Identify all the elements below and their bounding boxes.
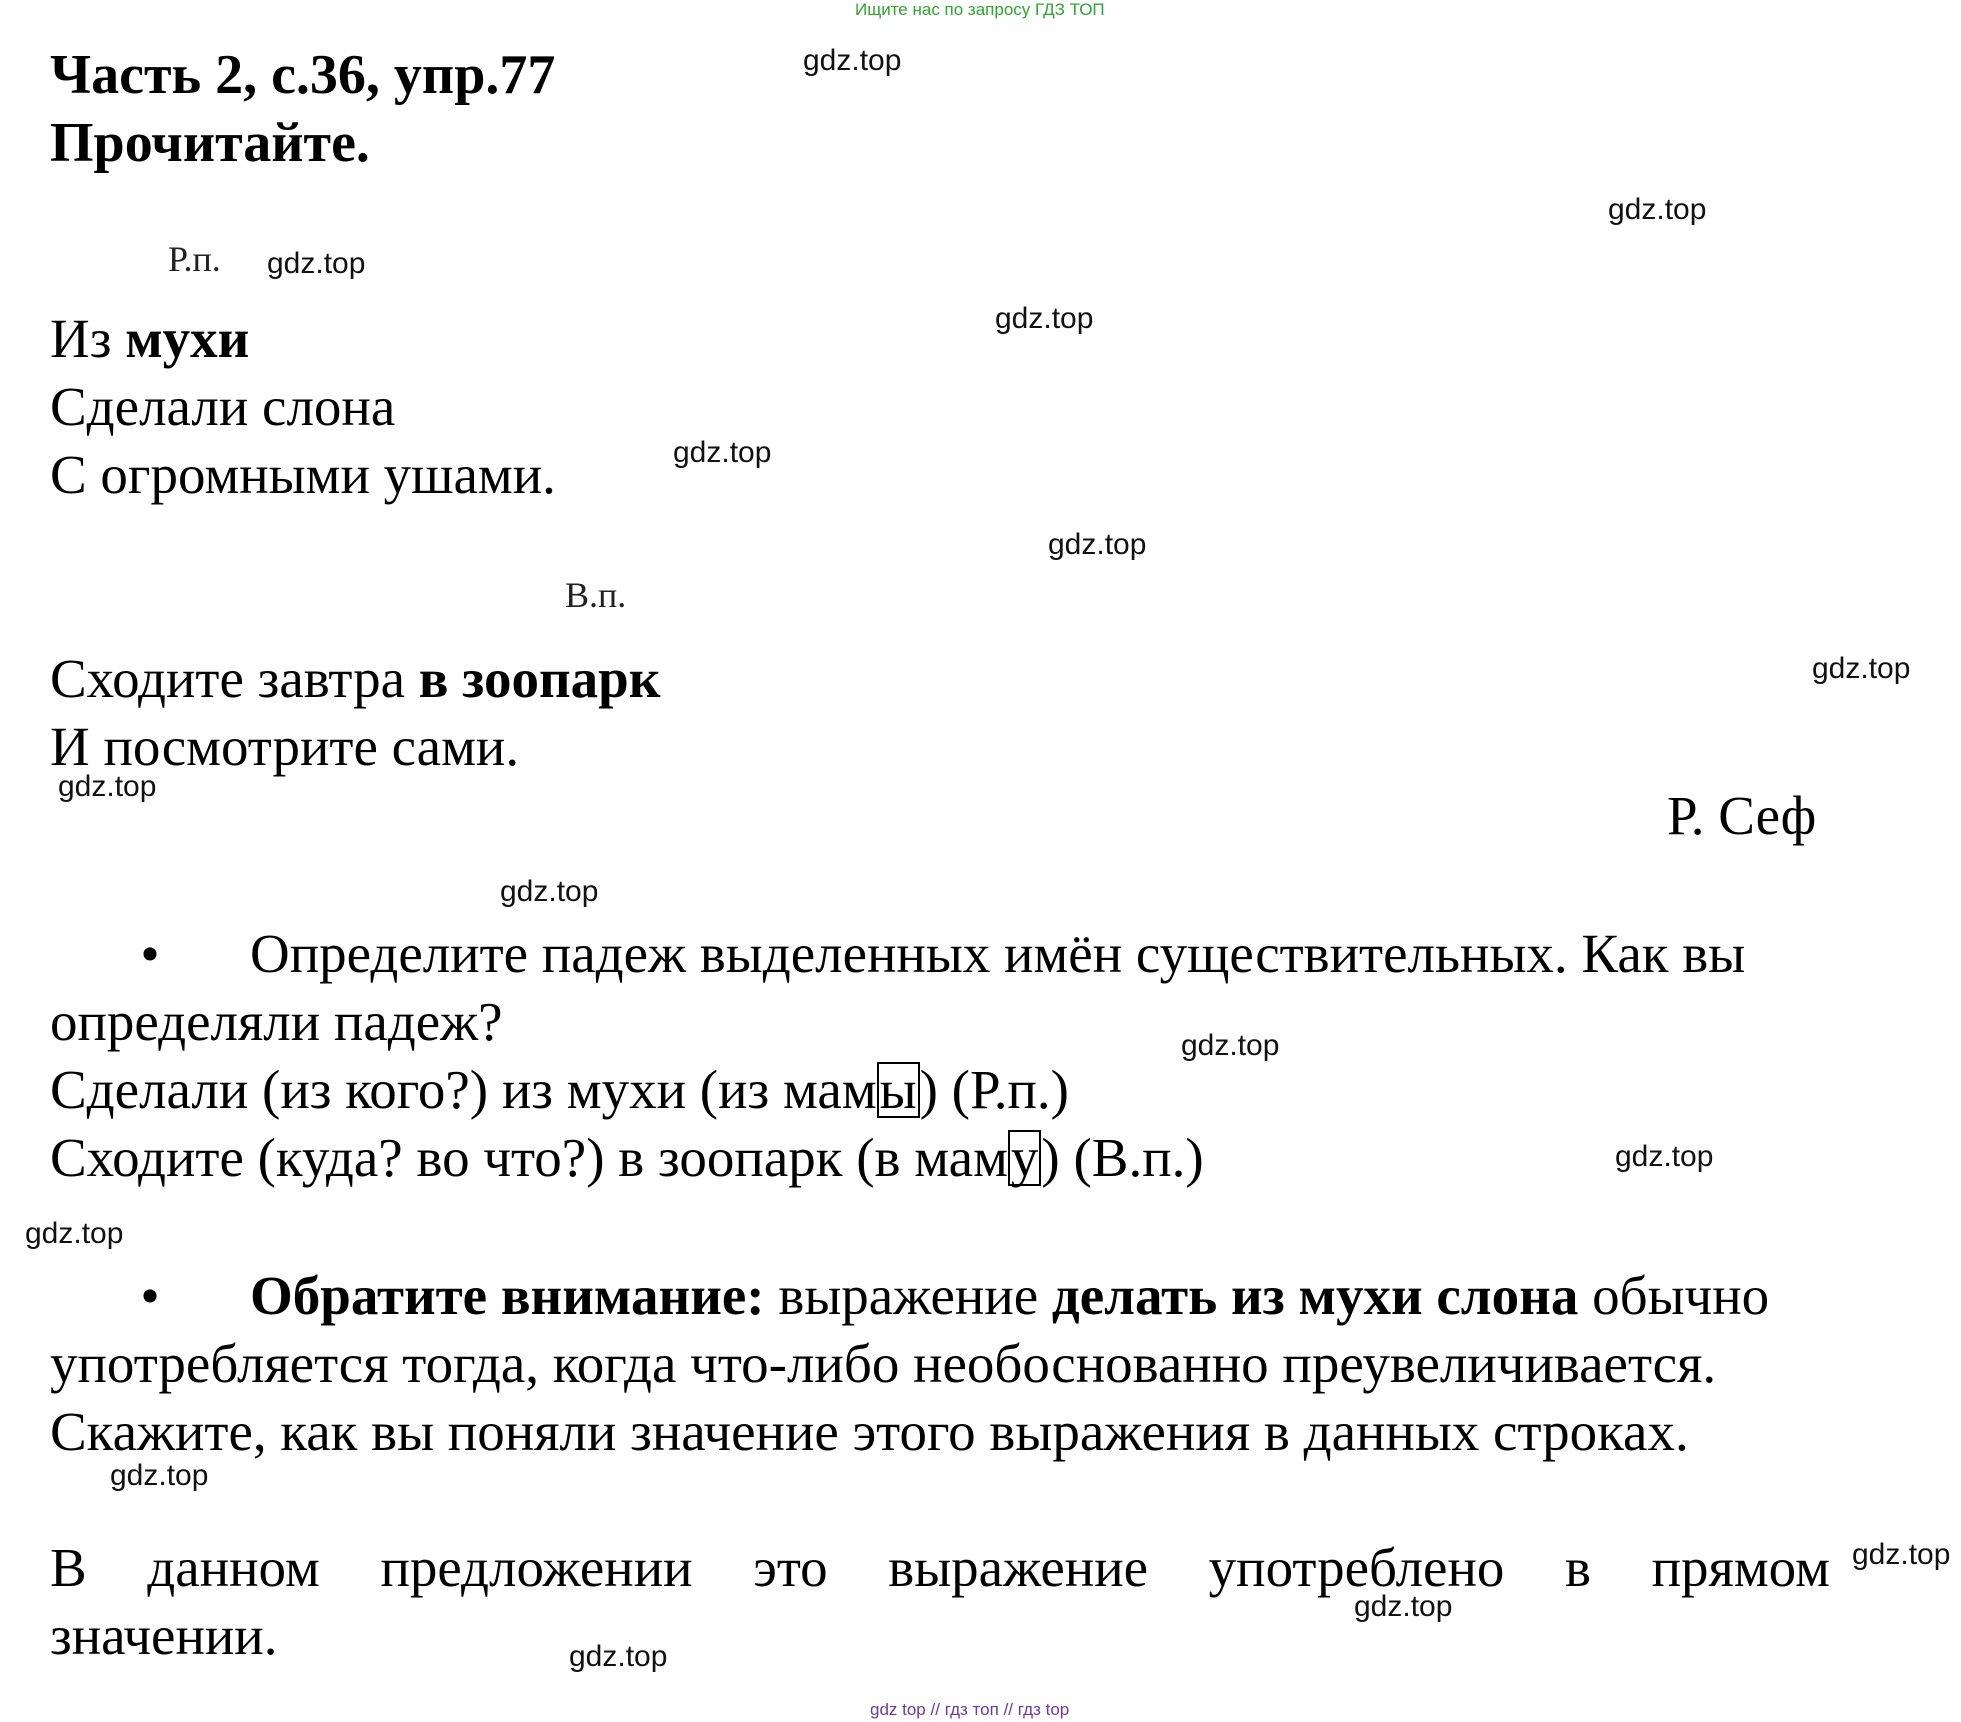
footer-link[interactable]: гдз топ bbox=[944, 1700, 999, 1719]
watermark: gdz.top bbox=[1812, 652, 1911, 685]
watermark: gdz.top bbox=[995, 302, 1094, 335]
task1-line-2: определяли падеж? bbox=[50, 991, 503, 1052]
top-banner: Ищите нас по запросу ГДЗ ТОП bbox=[855, 0, 1105, 19]
highlighted-noun-mukhi: мухи bbox=[125, 308, 250, 369]
bullet-icon: • bbox=[140, 1265, 160, 1326]
watermark: gdz.top bbox=[569, 1640, 668, 1673]
poem-line-3: С огромными ушами. bbox=[50, 444, 556, 505]
final-answer-line-2: значении. bbox=[50, 1605, 278, 1666]
page-title: Часть 2, с.36, упр.77 bbox=[50, 44, 556, 106]
highlighted-noun-zoopark: в зоопарк bbox=[418, 648, 661, 709]
watermark: gdz.top bbox=[1181, 1029, 1280, 1062]
watermark: gdz.top bbox=[1852, 1538, 1951, 1571]
poem-line-4: Сходите завтра в зоопарк bbox=[50, 648, 661, 709]
watermark: gdz.top bbox=[1048, 528, 1147, 561]
footer-link[interactable]: гдз top bbox=[1017, 1700, 1070, 1719]
poem-line-5: И посмотрите сами. bbox=[50, 716, 520, 777]
watermark: gdz.top bbox=[803, 44, 902, 77]
footer-links: gdz top // гдз топ // гдз top bbox=[870, 1700, 1070, 1719]
task2-line-2: употребляется тогда, когда что-либо необоснованно преувеличивается. bbox=[50, 1333, 1717, 1394]
instruction-title: Прочитайте. bbox=[50, 112, 370, 174]
poem-line-2: Сделали слона bbox=[50, 376, 396, 437]
final-answer-line-1: В данном предложении это выражение употреблено в прямом bbox=[50, 1537, 1830, 1598]
idiom-phrase: делать из мухи слона bbox=[1051, 1265, 1579, 1326]
watermark: gdz.top bbox=[58, 770, 157, 803]
watermark: gdz.top bbox=[500, 875, 599, 908]
case-label-genitive: Р.п. bbox=[168, 239, 221, 279]
task1-line-1: • Определите падеж выделенных имён существительных. Как вы bbox=[50, 920, 1745, 988]
footer-link[interactable]: gdz top bbox=[870, 1700, 926, 1719]
watermark: gdz.top bbox=[1608, 193, 1707, 226]
poem-author: Р. Сеф bbox=[1667, 785, 1817, 846]
task2-line-3: Скажите, как вы поняли значение этого выражения в данных строках. bbox=[50, 1401, 1689, 1462]
watermark: gdz.top bbox=[1615, 1140, 1714, 1173]
answer-line-2: Сходите (куда? во что?) в зоопарк (в маму) (В.п.) bbox=[50, 1127, 1204, 1188]
watermark: gdz.top bbox=[267, 247, 366, 280]
poem-line-1: Из мухи bbox=[50, 308, 250, 369]
bullet-icon: • bbox=[140, 923, 160, 984]
watermark: gdz.top bbox=[25, 1217, 124, 1250]
task2-line-1: • Обратите внимание: выражение делать из мухи слона обычно bbox=[50, 1262, 1769, 1330]
boxed-ending-u: у bbox=[1008, 1130, 1042, 1186]
boxed-ending-y: ы bbox=[877, 1062, 920, 1118]
watermark: gdz.top bbox=[673, 436, 772, 469]
case-label-accusative: В.п. bbox=[565, 575, 627, 615]
watermark: gdz.top bbox=[110, 1459, 209, 1492]
answer-line-1: Сделали (из кого?) из мухи (из мамы) (Р.п.) bbox=[50, 1059, 1069, 1120]
watermark: gdz.top bbox=[1354, 1590, 1453, 1623]
